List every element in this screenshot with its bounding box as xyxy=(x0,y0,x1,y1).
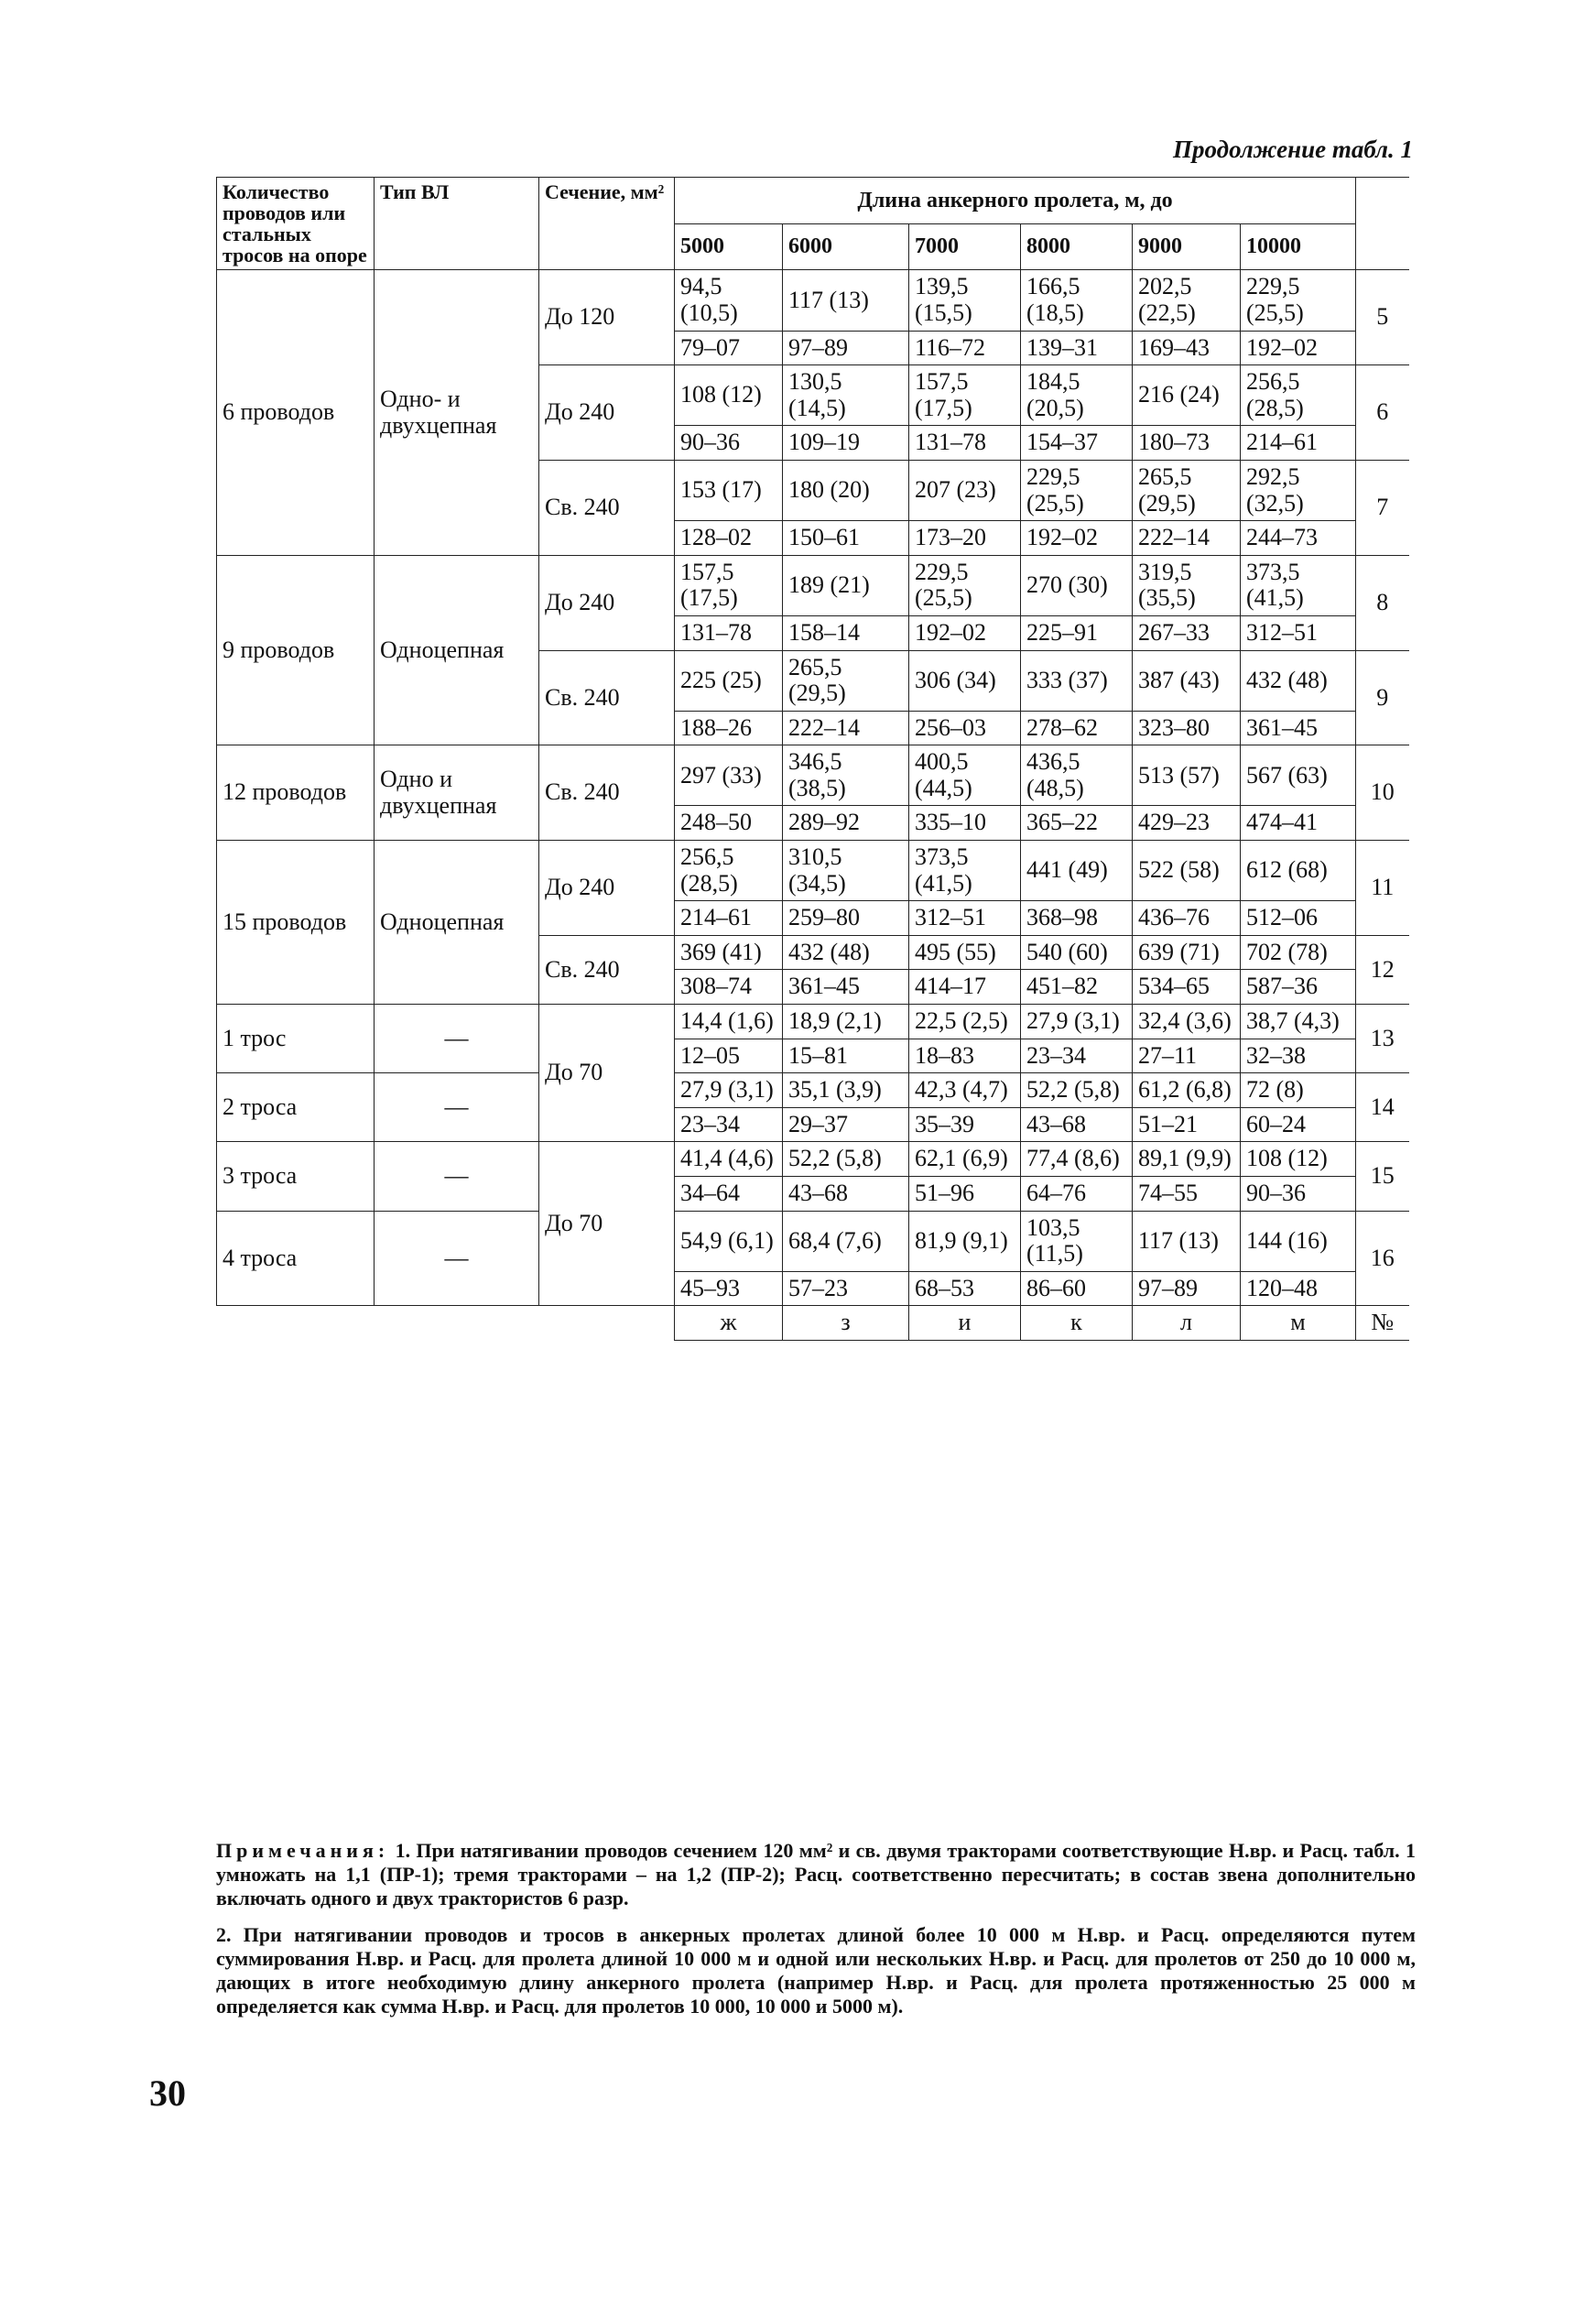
cell-value: 373,5 (41,5) xyxy=(1241,555,1356,615)
row-number: 15 xyxy=(1356,1142,1409,1211)
cell-rate: 43–68 xyxy=(1021,1107,1133,1142)
table-row xyxy=(217,1005,1409,1039)
cell-value: 207 (23) xyxy=(909,460,1021,520)
cell-rate: 278–62 xyxy=(1021,711,1133,745)
row-count: 9 проводов xyxy=(217,555,375,745)
cell-value: 153 (17) xyxy=(675,460,783,520)
row-type: — xyxy=(375,1005,539,1073)
cell-rate: 15–81 xyxy=(783,1039,909,1073)
cell-rate: 289–92 xyxy=(783,806,909,841)
header-count: Количество проводов или стальных тросов на опоре xyxy=(217,178,375,270)
cell-value: 319,5 (35,5) xyxy=(1133,555,1241,615)
cell-value: 41,4 (4,6) xyxy=(675,1142,783,1177)
row-number: 11 xyxy=(1356,841,1409,936)
cell-rate: 259–80 xyxy=(783,901,909,936)
header-length-5000: 5000 xyxy=(675,223,783,270)
cell-rate: 51–21 xyxy=(1133,1107,1241,1142)
cell-rate: 120–48 xyxy=(1241,1271,1356,1306)
row-section: До 240 xyxy=(539,365,675,461)
row-number: 14 xyxy=(1356,1073,1409,1142)
cell-rate: 192–02 xyxy=(909,615,1021,650)
cell-value: 612 (68) xyxy=(1241,841,1356,901)
cell-value: 130,5 (14,5) xyxy=(783,365,909,426)
cell-rate: 192–02 xyxy=(1021,521,1133,556)
cell-value: 373,5 (41,5) xyxy=(909,841,1021,901)
row-number: 7 xyxy=(1356,460,1409,555)
header-length: Длина анкерного пролета, м, до xyxy=(675,178,1356,224)
row-number: 8 xyxy=(1356,555,1409,650)
cell-rate: 244–73 xyxy=(1241,521,1356,556)
note-1 xyxy=(216,1839,1416,1910)
cell-value: 400,5 (44,5) xyxy=(909,745,1021,806)
cell-value: 68,4 (7,6) xyxy=(783,1211,909,1271)
row-type: Одно и двухцепная xyxy=(375,745,539,841)
cell-value: 202,5 (22,5) xyxy=(1133,270,1241,331)
table-row xyxy=(217,841,1409,901)
cell-rate: 451–82 xyxy=(1021,970,1133,1005)
cell-rate: 188–26 xyxy=(675,711,783,745)
cell-rate: 27–11 xyxy=(1133,1039,1241,1073)
table-row xyxy=(217,1211,1409,1271)
cell-rate: 312–51 xyxy=(909,901,1021,936)
row-section: До 240 xyxy=(539,555,675,650)
cell-rate: 414–17 xyxy=(909,970,1021,1005)
cell-rate: 109–19 xyxy=(783,426,909,461)
cell-rate: 173–20 xyxy=(909,521,1021,556)
cell-rate: 116–72 xyxy=(909,331,1021,365)
cell-rate: 18–83 xyxy=(909,1039,1021,1073)
cell-rate: 429–23 xyxy=(1133,806,1241,841)
cell-rate: 79–07 xyxy=(675,331,783,365)
cell-rate: 361–45 xyxy=(783,970,909,1005)
cell-value: 108 (12) xyxy=(675,365,783,426)
cell-value: 139,5 (15,5) xyxy=(909,270,1021,331)
cell-value: 225 (25) xyxy=(675,650,783,711)
table-row xyxy=(217,1142,1409,1177)
cell-value: 52,2 (5,8) xyxy=(1021,1073,1133,1108)
row-section: Св. 240 xyxy=(539,745,675,841)
cell-rate: 335–10 xyxy=(909,806,1021,841)
row-number: 10 xyxy=(1356,745,1409,841)
cell-value: 256,5 (28,5) xyxy=(1241,365,1356,426)
cell-rate: 248–50 xyxy=(675,806,783,841)
cell-value: 522 (58) xyxy=(1133,841,1241,901)
row-count: 3 троса xyxy=(217,1142,375,1211)
cell-value: 229,5 (25,5) xyxy=(1241,270,1356,331)
cell-value: 387 (43) xyxy=(1133,650,1241,711)
note-2-text: 2. При натягивании проводов и тросов в анкерных пролетах длиной более 10 000 м Н.вр. и Расц. определяются путем суммирования Н.вр. и Расц. для пролета длиной 10 000 м и одной или нескольких Н.вр. и Расц. для пролетов от 250 до 10 000 м, дающих в итоге необходимую длину анкерного пролета (например Н.вр. и Расц. для пролета протяженностью 25 000 м определяется как сумма Н.вр. и Расц. для пролетов 10 000, 10 000 и 5000 м). xyxy=(216,1922,1416,2018)
cell-rate: 139–31 xyxy=(1021,331,1133,365)
header-blank xyxy=(1356,178,1409,270)
cell-rate: 192–02 xyxy=(1241,331,1356,365)
row-section: До 120 xyxy=(539,270,675,365)
cell-value: 14,4 (1,6) xyxy=(675,1005,783,1039)
cell-rate: 267–33 xyxy=(1133,615,1241,650)
cell-value: 310,5 (34,5) xyxy=(783,841,909,901)
row-section: До 70 xyxy=(539,1142,675,1306)
cell-rate: 131–78 xyxy=(909,426,1021,461)
cell-value: 27,9 (3,1) xyxy=(1021,1005,1133,1039)
cell-rate: 368–98 xyxy=(1021,901,1133,936)
cell-value: 108 (12) xyxy=(1241,1142,1356,1177)
cell-value: 61,2 (6,8) xyxy=(1133,1073,1241,1108)
row-count: 15 проводов xyxy=(217,841,375,1005)
cell-rate: 180–73 xyxy=(1133,426,1241,461)
cell-rate: 57–23 xyxy=(783,1271,909,1306)
cell-rate: 23–34 xyxy=(675,1107,783,1142)
cell-value: 38,7 (4,3) xyxy=(1241,1005,1356,1039)
row-count: 12 проводов xyxy=(217,745,375,841)
cell-value: 540 (60) xyxy=(1021,935,1133,970)
column-letter: и xyxy=(909,1306,1021,1341)
cell-rate: 534–65 xyxy=(1133,970,1241,1005)
cell-rate: 222–14 xyxy=(1133,521,1241,556)
cell-value: 77,4 (8,6) xyxy=(1021,1142,1133,1177)
cell-value: 297 (33) xyxy=(675,745,783,806)
cell-rate: 97–89 xyxy=(783,331,909,365)
cell-rate: 214–61 xyxy=(1241,426,1356,461)
cell-value: 52,2 (5,8) xyxy=(783,1142,909,1177)
row-type: — xyxy=(375,1211,539,1306)
cell-rate: 43–68 xyxy=(783,1177,909,1212)
cell-value: 94,5 (10,5) xyxy=(675,270,783,331)
cell-value: 89,1 (9,9) xyxy=(1133,1142,1241,1177)
row-section: До 70 xyxy=(539,1005,675,1142)
cell-value: 229,5 (25,5) xyxy=(1021,460,1133,520)
cell-value: 72 (8) xyxy=(1241,1073,1356,1108)
cell-rate: 34–64 xyxy=(675,1177,783,1212)
cell-rate: 60–24 xyxy=(1241,1107,1356,1142)
cell-value: 103,5 (11,5) xyxy=(1021,1211,1133,1271)
cell-rate: 222–14 xyxy=(783,711,909,745)
table-row xyxy=(217,555,1409,615)
cell-rate: 312–51 xyxy=(1241,615,1356,650)
table-caption: Продолжение табл. 1 xyxy=(1173,136,1413,163)
row-number: 9 xyxy=(1356,650,1409,745)
cell-value: 256,5 (28,5) xyxy=(675,841,783,901)
cell-value: 35,1 (3,9) xyxy=(783,1073,909,1108)
cell-rate: 365–22 xyxy=(1021,806,1133,841)
row-section: Св. 240 xyxy=(539,935,675,1004)
row-type: Одноцепная xyxy=(375,555,539,745)
cell-value: 184,5 (20,5) xyxy=(1021,365,1133,426)
cell-value: 180 (20) xyxy=(783,460,909,520)
notes-label: Примечания: xyxy=(216,1839,390,1862)
cell-rate: 45–93 xyxy=(675,1271,783,1306)
cell-value: 265,5 (29,5) xyxy=(783,650,909,711)
cell-rate: 12–05 xyxy=(675,1039,783,1073)
cell-value: 306 (34) xyxy=(909,650,1021,711)
cell-rate: 308–74 xyxy=(675,970,783,1005)
row-number: 5 xyxy=(1356,270,1409,365)
cell-rate: 154–37 xyxy=(1021,426,1133,461)
cell-rate: 32–38 xyxy=(1241,1039,1356,1073)
anchor-span-table xyxy=(216,177,1409,1341)
cell-value: 432 (48) xyxy=(1241,650,1356,711)
table-row xyxy=(217,270,1409,331)
cell-rate: 323–80 xyxy=(1133,711,1241,745)
row-section: Св. 240 xyxy=(539,460,675,555)
cell-rate: 51–96 xyxy=(909,1177,1021,1212)
cell-value: 270 (30) xyxy=(1021,555,1133,615)
cell-value: 189 (21) xyxy=(783,555,909,615)
header-length-10000: 10000 xyxy=(1241,223,1356,270)
cell-rate: 150–61 xyxy=(783,521,909,556)
cell-value: 22,5 (2,5) xyxy=(909,1005,1021,1039)
cell-value: 495 (55) xyxy=(909,935,1021,970)
row-section: Св. 240 xyxy=(539,650,675,745)
cell-value: 42,3 (4,7) xyxy=(909,1073,1021,1108)
cell-value: 292,5 (32,5) xyxy=(1241,460,1356,520)
row-count: 4 троса xyxy=(217,1211,375,1306)
row-number: 13 xyxy=(1356,1005,1409,1073)
cell-value: 144 (16) xyxy=(1241,1211,1356,1271)
cell-value: 333 (37) xyxy=(1021,650,1133,711)
table-row xyxy=(217,1073,1409,1108)
cell-rate: 512–06 xyxy=(1241,901,1356,936)
cell-rate: 474–41 xyxy=(1241,806,1356,841)
row-number: 16 xyxy=(1356,1211,1409,1306)
note-1-text: 1. При натягивании проводов сечением 120 мм² и св. двумя тракторами соответствующие Н.вр. и Расц. табл. 1 умножать на 1,1 (ПР-1); тремя тракторами – на 1,2 (ПР-2); Расц. соответственно пересчитать; в состав звена дополнительно включать одного и двух трактористов 6 разр. xyxy=(216,1839,1416,1909)
cell-rate: 86–60 xyxy=(1021,1271,1133,1306)
cell-rate: 68–53 xyxy=(909,1271,1021,1306)
row-number: 6 xyxy=(1356,365,1409,461)
cell-value: 62,1 (6,9) xyxy=(909,1142,1021,1177)
cell-value: 117 (13) xyxy=(1133,1211,1241,1271)
cell-value: 436,5 (48,5) xyxy=(1021,745,1133,806)
column-letter: к xyxy=(1021,1306,1133,1341)
row-type: Одно- и двухцепная xyxy=(375,270,539,555)
header-length-7000: 7000 xyxy=(909,223,1021,270)
cell-rate: 214–61 xyxy=(675,901,783,936)
column-letter: ж xyxy=(675,1306,783,1341)
cell-value: 346,5 (38,5) xyxy=(783,745,909,806)
cell-value: 432 (48) xyxy=(783,935,909,970)
cell-rate: 97–89 xyxy=(1133,1271,1241,1306)
footer-blank xyxy=(217,1306,675,1341)
header-section: Сечение, мм² xyxy=(539,178,675,270)
cell-value: 639 (71) xyxy=(1133,935,1241,970)
cell-value: 157,5 (17,5) xyxy=(675,555,783,615)
notes xyxy=(216,1839,1416,2031)
cell-rate: 128–02 xyxy=(675,521,783,556)
page-number: 30 xyxy=(149,2072,186,2114)
cell-rate: 90–36 xyxy=(675,426,783,461)
cell-value: 265,5 (29,5) xyxy=(1133,460,1241,520)
cell-rate: 158–14 xyxy=(783,615,909,650)
cell-value: 18,9 (2,1) xyxy=(783,1005,909,1039)
cell-rate: 64–76 xyxy=(1021,1177,1133,1212)
cell-value: 229,5 (25,5) xyxy=(909,555,1021,615)
table-row xyxy=(217,745,1409,806)
column-letter: м xyxy=(1241,1306,1356,1341)
cell-value: 166,5 (18,5) xyxy=(1021,270,1133,331)
note-2 xyxy=(216,1923,1416,2018)
cell-value: 441 (49) xyxy=(1021,841,1133,901)
cell-value: 157,5 (17,5) xyxy=(909,365,1021,426)
cell-rate: 587–36 xyxy=(1241,970,1356,1005)
cell-value: 54,9 (6,1) xyxy=(675,1211,783,1271)
cell-value: 117 (13) xyxy=(783,270,909,331)
cell-value: 369 (41) xyxy=(675,935,783,970)
row-type: — xyxy=(375,1142,539,1211)
cell-rate: 90–36 xyxy=(1241,1177,1356,1212)
row-number: 12 xyxy=(1356,935,1409,1004)
row-type: Одноцепная xyxy=(375,841,539,1005)
cell-rate: 361–45 xyxy=(1241,711,1356,745)
row-count: 6 проводов xyxy=(217,270,375,555)
row-count: 1 трос xyxy=(217,1005,375,1073)
cell-rate: 29–37 xyxy=(783,1107,909,1142)
column-letter-number: № xyxy=(1356,1306,1409,1341)
cell-rate: 74–55 xyxy=(1133,1177,1241,1212)
column-letter: з xyxy=(783,1306,909,1341)
header-type: Тип ВЛ xyxy=(375,178,539,270)
cell-value: 32,4 (3,6) xyxy=(1133,1005,1241,1039)
cell-value: 27,9 (3,1) xyxy=(675,1073,783,1108)
row-type: — xyxy=(375,1073,539,1142)
cell-value: 513 (57) xyxy=(1133,745,1241,806)
header-length-6000: 6000 xyxy=(783,223,909,270)
cell-value: 81,9 (9,1) xyxy=(909,1211,1021,1271)
cell-rate: 23–34 xyxy=(1021,1039,1133,1073)
cell-rate: 436–76 xyxy=(1133,901,1241,936)
cell-value: 702 (78) xyxy=(1241,935,1356,970)
header-length-9000: 9000 xyxy=(1133,223,1241,270)
cell-rate: 35–39 xyxy=(909,1107,1021,1142)
cell-value: 216 (24) xyxy=(1133,365,1241,426)
header-length-8000: 8000 xyxy=(1021,223,1133,270)
cell-rate: 225–91 xyxy=(1021,615,1133,650)
cell-rate: 256–03 xyxy=(909,711,1021,745)
row-count: 2 троса xyxy=(217,1073,375,1142)
cell-value: 567 (63) xyxy=(1241,745,1356,806)
cell-rate: 169–43 xyxy=(1133,331,1241,365)
cell-rate: 131–78 xyxy=(675,615,783,650)
column-letter: л xyxy=(1133,1306,1241,1341)
row-section: До 240 xyxy=(539,841,675,936)
